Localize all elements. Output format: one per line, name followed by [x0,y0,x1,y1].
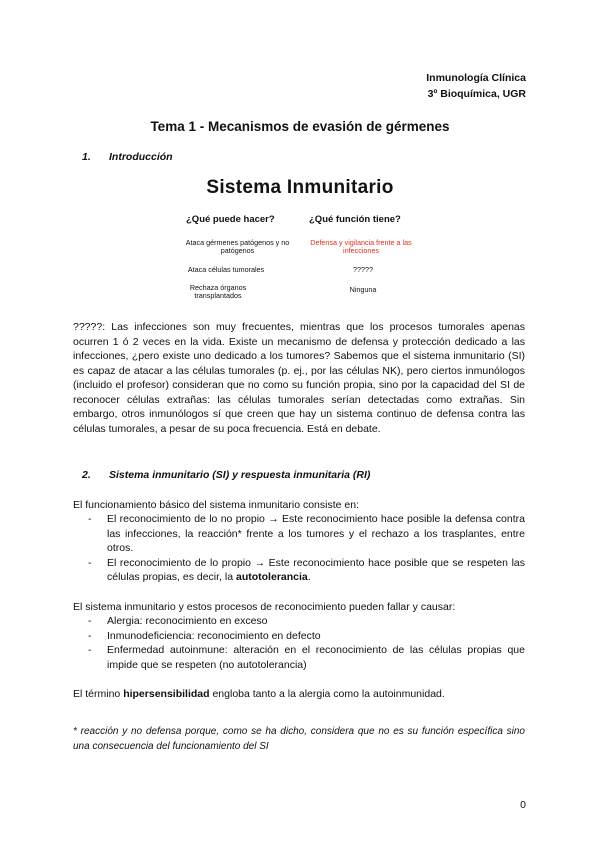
figure-column-header-function: ¿Qué función tiene? [309,214,401,225]
list-item: - El reconocimiento de lo no propio → Este reconocimiento hace posible la defensa contra las infecciones, la reacción* frente a los tumores y el rechazo a los trasplantes, entre otros. [88,512,525,556]
list-item: - Inmunodeficiencia: reconocimiento en defecto [88,629,525,644]
list-item: - Alergia: reconocimiento en exceso [88,614,525,629]
figure-cell-right: ????? [353,265,373,274]
figure-cell-right: Defensa y vigilancia frente a las infecciones [310,238,412,256]
recognition-list [88,512,525,585]
failure-intro-paragraph: El sistema inmunitario y estos procesos de reconocimiento pueden fallar y causar: [73,601,456,613]
page-number: 0 [520,799,526,811]
section-number: 1. [82,151,91,163]
section-number: 2. [82,469,91,481]
failure-list [88,614,525,672]
figure-column-header-can-do: ¿Qué puede hacer? [186,214,275,225]
header-course: Inmunología Clínica [426,72,526,84]
figure-cell-left: Ataca células tumorales [187,265,265,274]
figure-cell-left: Ataca gérmenes patógenos y no patógenos [185,238,290,256]
page-title: Tema 1 - Mecanismos de evasión de gérmenes [150,119,450,134]
figure-cell-left: Rechaza órganos transplantados [189,283,247,301]
section-label: Introducción [109,151,173,163]
intro-paragraph: ?????: Las infecciones son muy frecuentes, mientras que los procesos tumorales apenas ocurren 1 ó 2 veces en la vida. Existe un mecanismo de defensa y protección dedicado a las infecciones, ¿pero existe uno dedicado a los tumores? Sabemos que el sistema inmunitario (SI) es capaz de atacar a las células tumorales (p. ej., por las células NK), pero ciertos inmunólogos (incluido el profesor) consideran que no como su función propia, sino por la capacidad del SI de reconocer células extrañas: las células tumorales serían detectadas como extrañas. Sin embargo, otros inmunólogos sí que creen que hay un sistema continuo de defensa contra las células tumorales, a pesar de su poca frecuencia. Está en debate. [73,321,525,435]
figure-title: Sistema Inmunitario [206,177,394,198]
section-label: Sistema inmunitario (SI) y respuesta inmunitaria (RI) [109,469,371,481]
hypersensitivity-term: hipersensibilidad [123,688,210,700]
figure-cell-right: Ninguna [349,285,377,294]
autotolerance-term: autotolerancia [235,571,308,583]
function-intro-paragraph: El funcionamiento básico del sistema inmunitario consiste en: [73,499,359,511]
hypersensitivity-paragraph: El término hipersensibilidad engloba tanto a la alergia como la autoinmunidad. [73,688,445,700]
list-item: - Enfermedad autoinmune: alteración en el reconocimiento de las células propias que impide que se respeten (no autotolerancia) [88,643,525,672]
list-item: - El reconocimiento de lo propio → Este reconocimiento hace posible que se respeten las células propias, es decir, la autotolerancia. [88,556,525,585]
footnote: * reacción y no defensa porque, como se ha dicho, considera que no es su función específica sino una consecuencia del funcionamiento del SI [73,726,525,752]
header-degree: 3º Bioquímica, UGR [427,88,526,100]
